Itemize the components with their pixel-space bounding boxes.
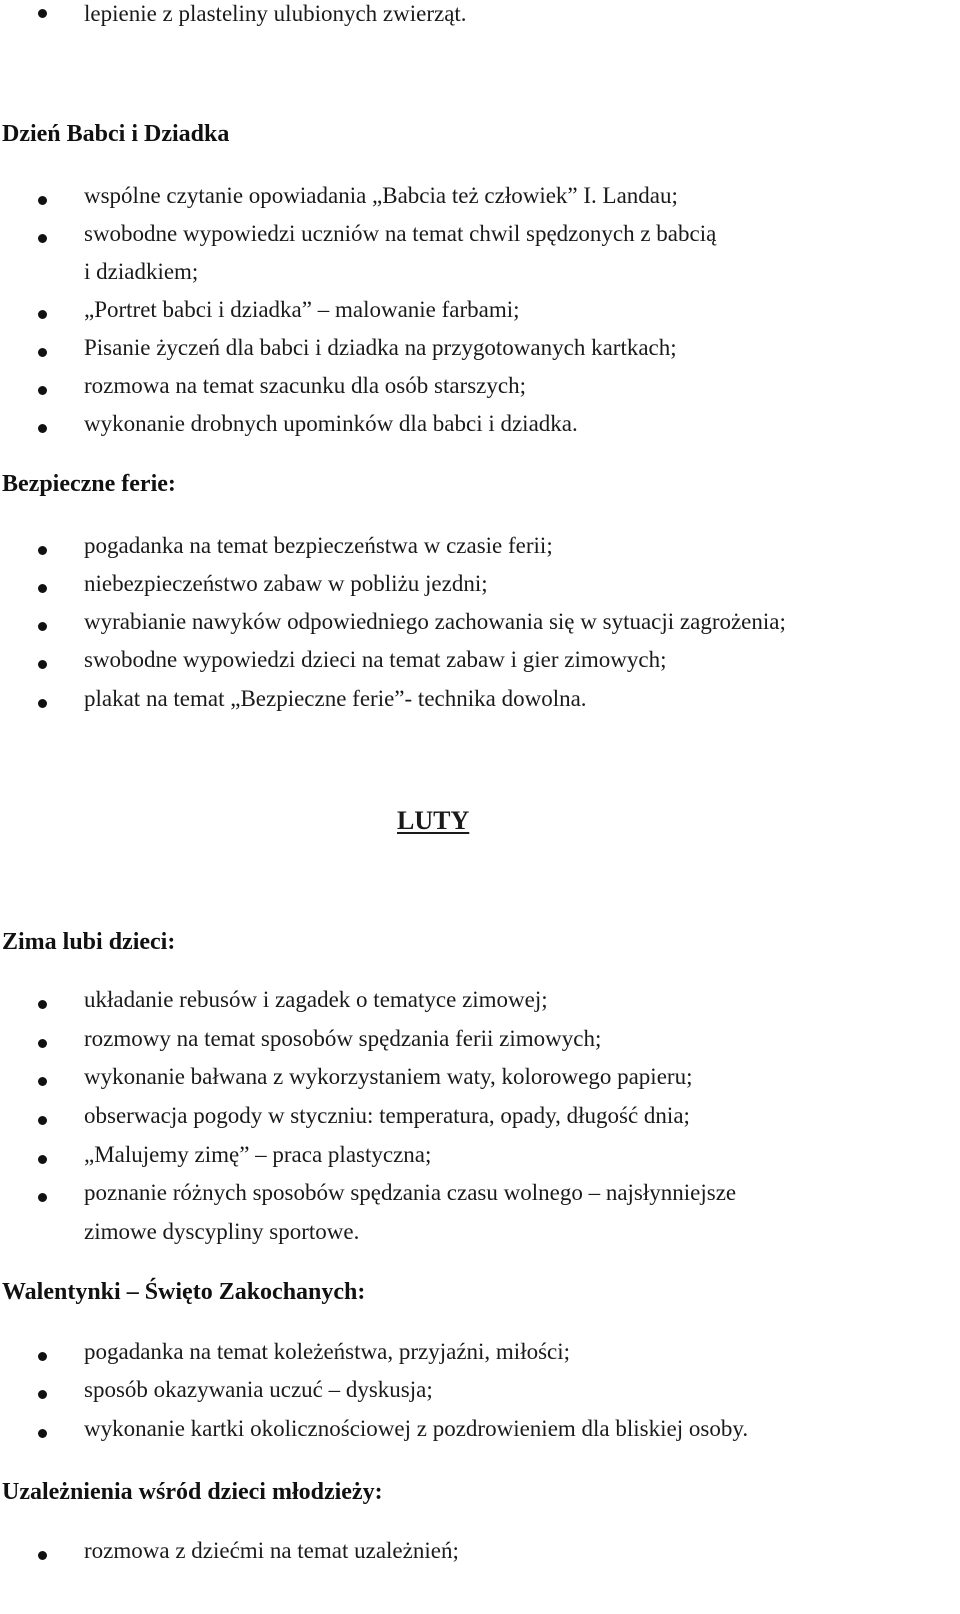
- list-item: obserwacja pogody w styczniu: temperatura, opady, długość dnia;: [84, 1103, 690, 1128]
- bullet-icon: [38, 1551, 47, 1560]
- list-item: rozmowy na temat sposobów spędzania ferii zimowych;: [84, 1026, 602, 1051]
- section-heading-walentynki: Walentynki – Święto Zakochanych:: [2, 1279, 366, 1305]
- list-item: rozmowa na temat szacunku dla osób starszych;: [84, 373, 526, 398]
- bullet-icon: [38, 622, 47, 631]
- bullet-icon: [38, 424, 47, 433]
- list-item: pogadanka na temat koleżeństwa, przyjaźni, miłości;: [84, 1339, 571, 1364]
- bullet-icon: [38, 1039, 47, 1048]
- list-item: „Malujemy zimę” – praca plastyczna;: [84, 1142, 432, 1167]
- bullet-icon: [38, 9, 47, 18]
- list-item: plakat na temat „Bezpieczne ferie”- technika dowolna.: [84, 686, 587, 711]
- list-item: wykonanie bałwana z wykorzystaniem waty, kolorowego papieru;: [84, 1064, 693, 1089]
- section-heading-babci: Dzień Babci i Dziadka: [2, 121, 230, 147]
- list-item: lepienie z plasteliny ulubionych zwierząt.: [84, 1, 467, 26]
- bullet-icon: [38, 1390, 47, 1399]
- bullet-icon: [38, 1077, 47, 1086]
- list-item: wykonanie kartki okolicznościowej z pozdrowieniem dla bliskiej osoby.: [84, 1416, 749, 1441]
- list-item-continuation: zimowe dyscypliny sportowe.: [84, 1219, 360, 1244]
- bullet-icon: [38, 386, 47, 395]
- list-item: poznanie różnych sposobów spędzania czasu wolnego – najsłynniejsze: [84, 1180, 737, 1205]
- bullet-icon: [38, 196, 47, 205]
- list-item: niebezpieczeństwo zabaw w pobliżu jezdni;: [84, 571, 488, 596]
- bullet-icon: [38, 1000, 47, 1009]
- list-item: rozmowa z dziećmi na temat uzależnień;: [84, 1538, 459, 1563]
- list-item: swobodne wypowiedzi uczniów na temat chwil spędzonych z babcią: [84, 221, 717, 246]
- bullet-icon: [38, 310, 47, 319]
- list-item: pogadanka na temat bezpieczeństwa w czasie ferii;: [84, 533, 553, 558]
- bullet-icon: [38, 1429, 47, 1438]
- list-item: wyrabianie nawyków odpowiedniego zachowania się w sytuacji zagrożenia;: [84, 609, 786, 634]
- list-item: „Portret babci i dziadka” – malowanie farbami;: [84, 297, 520, 322]
- bullet-icon: [38, 584, 47, 593]
- bullet-icon: [38, 1352, 47, 1361]
- list-item: Pisanie życzeń dla babci i dziadka na przygotowanych kartkach;: [84, 335, 677, 360]
- list-item: sposób okazywania uczuć – dyskusja;: [84, 1377, 433, 1402]
- list-item: wykonanie drobnych upominków dla babci i dziadka.: [84, 411, 578, 436]
- section-heading-uzaleznienia: Uzależnienia wśród dzieci młodzieży:: [2, 1479, 383, 1505]
- bullet-icon: [38, 348, 47, 357]
- bullet-icon: [38, 1193, 47, 1202]
- bullet-icon: [38, 699, 47, 708]
- list-item-continuation: i dziadkiem;: [84, 259, 199, 284]
- section-heading-ferie: Bezpieczne ferie:: [2, 471, 176, 497]
- bullet-icon: [38, 1155, 47, 1164]
- bullet-icon: [38, 546, 47, 555]
- section-heading-zima: Zima lubi dzieci:: [2, 929, 176, 955]
- list-item: układanie rebusów i zagadek o tematyce zimowej;: [84, 987, 548, 1012]
- month-title: LUTY: [397, 806, 470, 835]
- bullet-icon: [38, 234, 47, 243]
- list-item: wspólne czytanie opowiadania „Babcia też człowiek” I. Landau;: [84, 183, 678, 208]
- bullet-icon: [38, 660, 47, 669]
- bullet-icon: [38, 1116, 47, 1125]
- list-item: swobodne wypowiedzi dzieci na temat zabaw i gier zimowych;: [84, 647, 667, 672]
